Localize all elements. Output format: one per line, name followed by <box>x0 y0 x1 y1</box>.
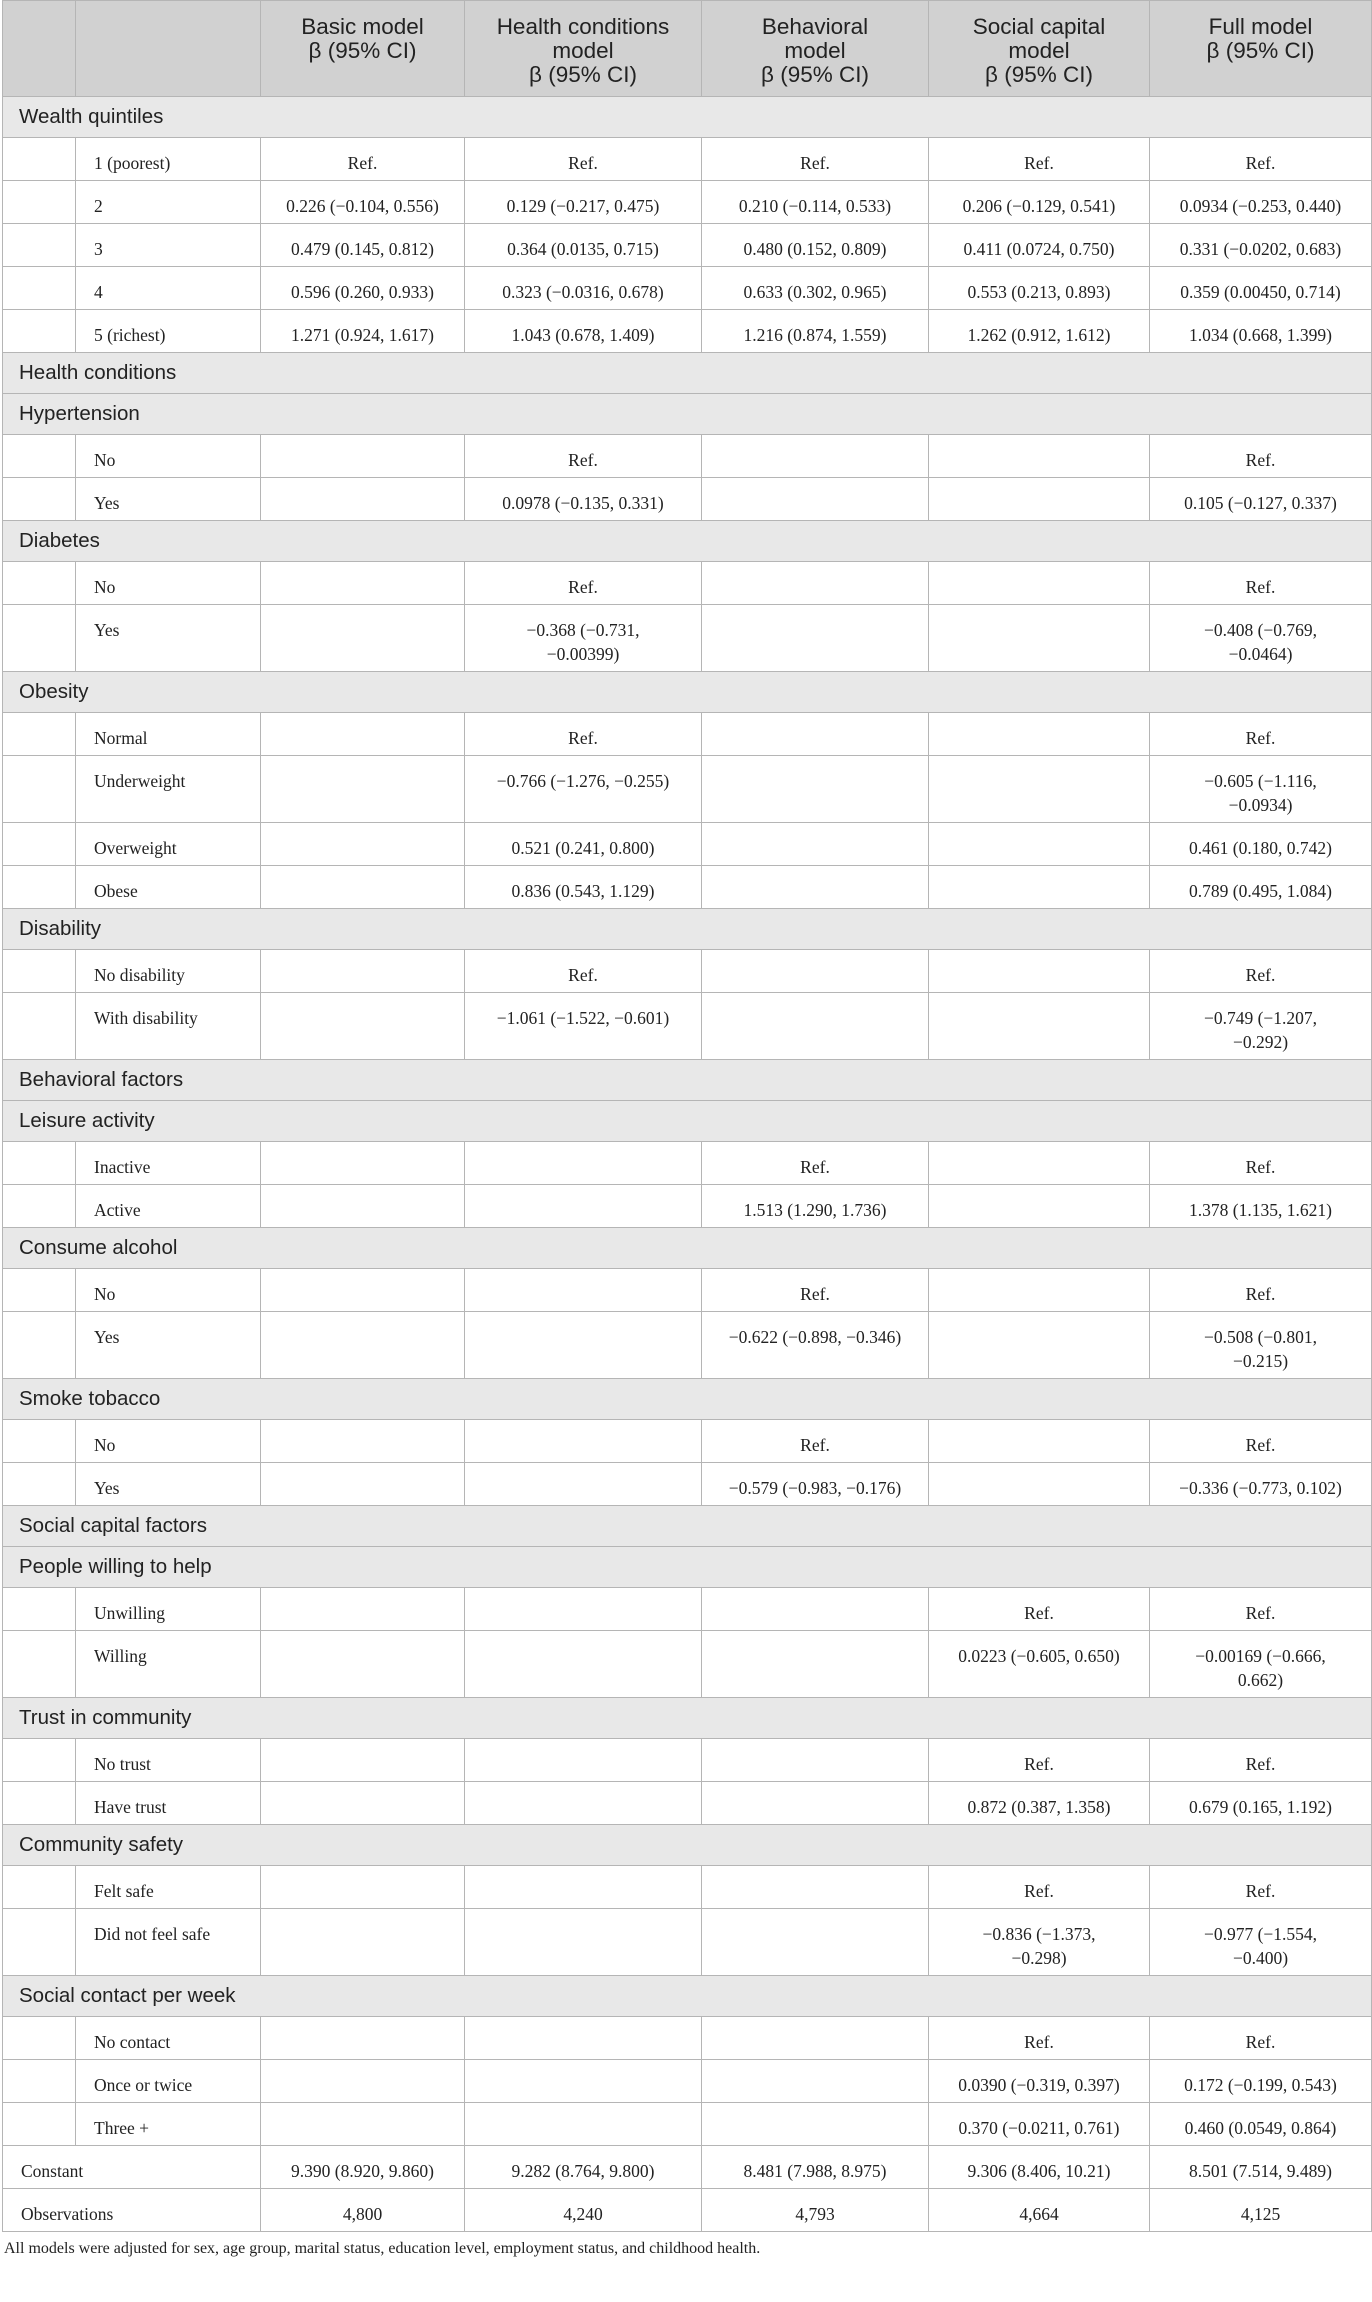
estimate-cell: 0.206 (−0.129, 0.541) <box>929 181 1150 224</box>
header-full-model: Full model β (95% CI) <box>1150 1 1372 97</box>
estimate-cell <box>465 1631 702 1698</box>
table-row <box>3 1420 1372 1463</box>
table-row <box>3 756 1372 823</box>
row-label: Unwilling <box>76 1588 261 1631</box>
estimate-cell: 0.359 (0.00450, 0.714) <box>1150 267 1372 310</box>
row-label: Active <box>76 1185 261 1228</box>
section-heading: Consume alcohol <box>3 1228 1372 1269</box>
table-row <box>3 950 1372 993</box>
estimate-cell: Ref. <box>929 2017 1150 2060</box>
estimate-cell <box>261 1185 465 1228</box>
estimate-cell <box>261 756 465 823</box>
table-row <box>3 1631 1372 1698</box>
table-row <box>3 138 1372 181</box>
table-row <box>3 478 1372 521</box>
estimate-cell: −0.408 (−0.769, −0.0464) <box>1150 605 1372 672</box>
estimate-cell <box>702 2103 929 2146</box>
estimate-cell: Ref. <box>929 1866 1150 1909</box>
indent-cell <box>3 1588 76 1631</box>
table-row <box>3 2146 1372 2189</box>
estimate-cell: Ref. <box>1150 435 1372 478</box>
estimate-cell <box>929 823 1150 866</box>
estimate-cell: Ref. <box>1150 1269 1372 1312</box>
section-row <box>3 1547 1372 1588</box>
row-label: 1 (poorest) <box>76 138 261 181</box>
estimate-cell <box>929 1142 1150 1185</box>
estimate-cell: Ref. <box>1150 138 1372 181</box>
row-label: Obese <box>76 866 261 909</box>
estimate-cell <box>702 866 929 909</box>
table-row <box>3 267 1372 310</box>
indent-cell <box>3 950 76 993</box>
estimate-cell <box>465 2060 702 2103</box>
estimate-cell: Ref. <box>1150 1739 1372 1782</box>
estimate-cell: 0.480 (0.152, 0.809) <box>702 224 929 267</box>
estimate-cell <box>465 1588 702 1631</box>
estimate-cell: 0.789 (0.495, 1.084) <box>1150 866 1372 909</box>
estimate-cell: 8.481 (7.988, 8.975) <box>702 2146 929 2189</box>
estimate-cell <box>702 993 929 1060</box>
row-label: Have trust <box>76 1782 261 1825</box>
table-row <box>3 1142 1372 1185</box>
estimate-cell: Ref. <box>261 138 465 181</box>
estimate-cell: 0.331 (−0.0202, 0.683) <box>1150 224 1372 267</box>
estimate-cell <box>929 435 1150 478</box>
estimate-cell <box>465 1142 702 1185</box>
estimate-cell <box>929 1463 1150 1506</box>
estimate-cell <box>261 1631 465 1698</box>
table-row <box>3 713 1372 756</box>
estimate-cell: 1.271 (0.924, 1.617) <box>261 310 465 353</box>
estimate-cell <box>929 1269 1150 1312</box>
row-label: No <box>76 1269 261 1312</box>
estimate-cell <box>261 562 465 605</box>
estimate-cell <box>929 562 1150 605</box>
estimate-cell <box>261 2103 465 2146</box>
estimate-cell: −0.766 (−1.276, −0.255) <box>465 756 702 823</box>
table-row <box>3 1782 1372 1825</box>
row-label: No <box>76 562 261 605</box>
header-blank <box>3 1 76 97</box>
indent-cell <box>3 435 76 478</box>
table-row <box>3 1269 1372 1312</box>
estimate-cell: 8.501 (7.514, 9.489) <box>1150 2146 1372 2189</box>
estimate-cell: Ref. <box>702 1269 929 1312</box>
row-label: 3 <box>76 224 261 267</box>
indent-cell <box>3 1739 76 1782</box>
estimate-cell: 0.836 (0.543, 1.129) <box>465 866 702 909</box>
section-row <box>3 1825 1372 1866</box>
estimate-cell: 0.0978 (−0.135, 0.331) <box>465 478 702 521</box>
estimate-cell: Ref. <box>1150 1866 1372 1909</box>
estimate-cell: 0.460 (0.0549, 0.864) <box>1150 2103 1372 2146</box>
estimate-cell: 9.282 (8.764, 9.800) <box>465 2146 702 2189</box>
estimate-cell: 0.129 (−0.217, 0.475) <box>465 181 702 224</box>
row-label: Observations <box>3 2189 261 2232</box>
estimate-cell: −0.00169 (−0.666, 0.662) <box>1150 1631 1372 1698</box>
row-label: Normal <box>76 713 261 756</box>
table-row <box>3 435 1372 478</box>
row-label: Three + <box>76 2103 261 2146</box>
estimate-cell: 1.216 (0.874, 1.559) <box>702 310 929 353</box>
estimate-cell <box>465 2103 702 2146</box>
section-heading: Diabetes <box>3 521 1372 562</box>
table-row <box>3 1312 1372 1379</box>
estimate-cell <box>261 2017 465 2060</box>
estimate-cell: 0.411 (0.0724, 0.750) <box>929 224 1150 267</box>
estimate-cell: Ref. <box>1150 713 1372 756</box>
estimate-cell <box>261 1269 465 1312</box>
indent-cell <box>3 713 76 756</box>
estimate-cell <box>929 993 1150 1060</box>
section-row <box>3 1976 1372 2017</box>
estimate-cell <box>929 713 1150 756</box>
row-label: Inactive <box>76 1142 261 1185</box>
estimate-cell: 4,664 <box>929 2189 1150 2232</box>
estimate-cell: Ref. <box>702 138 929 181</box>
estimate-cell <box>702 756 929 823</box>
estimate-cell: Ref. <box>1150 2017 1372 2060</box>
table-row <box>3 1588 1372 1631</box>
estimate-cell <box>702 435 929 478</box>
estimate-cell: 0.370 (−0.0211, 0.761) <box>929 2103 1150 2146</box>
table-row <box>3 2103 1372 2146</box>
estimate-cell <box>929 866 1150 909</box>
estimate-cell: 9.306 (8.406, 10.21) <box>929 2146 1150 2189</box>
estimate-cell <box>929 478 1150 521</box>
indent-cell <box>3 224 76 267</box>
table-row <box>3 1185 1372 1228</box>
section-row <box>3 1506 1372 1547</box>
indent-cell <box>3 1420 76 1463</box>
section-row <box>3 97 1372 138</box>
table-row <box>3 562 1372 605</box>
row-label: Overweight <box>76 823 261 866</box>
section-heading: Smoke tobacco <box>3 1379 1372 1420</box>
estimate-cell <box>702 1782 929 1825</box>
estimate-cell <box>929 1420 1150 1463</box>
estimate-cell: 0.521 (0.241, 0.800) <box>465 823 702 866</box>
estimate-cell <box>702 950 929 993</box>
section-heading: Community safety <box>3 1825 1372 1866</box>
indent-cell <box>3 866 76 909</box>
estimate-cell <box>261 1588 465 1631</box>
section-row <box>3 1228 1372 1269</box>
estimate-cell: 0.323 (−0.0316, 0.678) <box>465 267 702 310</box>
table-row <box>3 2017 1372 2060</box>
table-row <box>3 2060 1372 2103</box>
estimate-cell <box>261 605 465 672</box>
estimate-cell <box>465 1739 702 1782</box>
indent-cell <box>3 605 76 672</box>
estimate-cell: 0.364 (0.0135, 0.715) <box>465 224 702 267</box>
estimate-cell: 0.172 (−0.199, 0.543) <box>1150 2060 1372 2103</box>
estimate-cell <box>465 1312 702 1379</box>
table-row <box>3 993 1372 1060</box>
indent-cell <box>3 1631 76 1698</box>
estimate-cell: −0.749 (−1.207, −0.292) <box>1150 993 1372 1060</box>
row-label: No trust <box>76 1739 261 1782</box>
row-label: Yes <box>76 1312 261 1379</box>
indent-cell <box>3 1782 76 1825</box>
row-label: No <box>76 1420 261 1463</box>
section-heading: Hypertension <box>3 394 1372 435</box>
estimate-cell <box>465 2017 702 2060</box>
estimate-cell <box>929 605 1150 672</box>
row-label: Yes <box>76 478 261 521</box>
estimate-cell: Ref. <box>465 138 702 181</box>
row-label: Yes <box>76 605 261 672</box>
section-heading: Trust in community <box>3 1698 1372 1739</box>
estimate-cell <box>261 1739 465 1782</box>
estimate-cell <box>261 1909 465 1976</box>
header-behavioral-model: Behavioral model β (95% CI) <box>702 1 929 97</box>
table-row <box>3 823 1372 866</box>
estimate-cell: Ref. <box>1150 1142 1372 1185</box>
estimate-cell: 0.479 (0.145, 0.812) <box>261 224 465 267</box>
row-label: Willing <box>76 1631 261 1698</box>
estimate-cell: −0.836 (−1.373, −0.298) <box>929 1909 1150 1976</box>
estimate-cell <box>702 2060 929 2103</box>
estimate-cell: 0.872 (0.387, 1.358) <box>929 1782 1150 1825</box>
estimate-cell: Ref. <box>465 562 702 605</box>
estimate-cell: Ref. <box>929 1739 1150 1782</box>
indent-cell <box>3 756 76 823</box>
estimate-cell <box>929 1312 1150 1379</box>
estimate-cell <box>702 1588 929 1631</box>
estimate-cell: 0.105 (−0.127, 0.337) <box>1150 478 1372 521</box>
estimate-cell: 4,800 <box>261 2189 465 2232</box>
section-row <box>3 1101 1372 1142</box>
section-heading: Health conditions <box>3 353 1372 394</box>
indent-cell <box>3 562 76 605</box>
estimate-cell <box>702 823 929 866</box>
estimate-cell: Ref. <box>929 138 1150 181</box>
table-row <box>3 605 1372 672</box>
section-row <box>3 909 1372 950</box>
estimate-cell <box>261 1420 465 1463</box>
estimate-cell: 1.034 (0.668, 1.399) <box>1150 310 1372 353</box>
row-label: Felt safe <box>76 1866 261 1909</box>
estimate-cell: −0.605 (−1.116, −0.0934) <box>1150 756 1372 823</box>
indent-cell <box>3 2060 76 2103</box>
table-row <box>3 1739 1372 1782</box>
estimate-cell <box>261 1142 465 1185</box>
section-row <box>3 672 1372 713</box>
estimate-cell: −0.579 (−0.983, −0.176) <box>702 1463 929 1506</box>
indent-cell <box>3 1269 76 1312</box>
estimate-cell <box>702 2017 929 2060</box>
section-heading: Behavioral factors <box>3 1060 1372 1101</box>
section-heading: Leisure activity <box>3 1101 1372 1142</box>
estimate-cell: Ref. <box>1150 1588 1372 1631</box>
estimate-cell: Ref. <box>929 1588 1150 1631</box>
section-row <box>3 1698 1372 1739</box>
table-row <box>3 1463 1372 1506</box>
indent-cell <box>3 2017 76 2060</box>
estimate-cell: Ref. <box>465 435 702 478</box>
estimate-cell: Ref. <box>1150 562 1372 605</box>
estimate-cell <box>465 1866 702 1909</box>
estimate-cell: 0.633 (0.302, 0.965) <box>702 267 929 310</box>
indent-cell <box>3 993 76 1060</box>
section-heading: Social contact per week <box>3 1976 1372 2017</box>
estimate-cell <box>261 1866 465 1909</box>
estimate-cell <box>261 1463 465 1506</box>
estimate-cell: 1.513 (1.290, 1.736) <box>702 1185 929 1228</box>
estimate-cell: 1.043 (0.678, 1.409) <box>465 310 702 353</box>
indent-cell <box>3 310 76 353</box>
estimate-cell: 0.226 (−0.104, 0.556) <box>261 181 465 224</box>
estimate-cell: 4,125 <box>1150 2189 1372 2232</box>
estimate-cell: 1.262 (0.912, 1.612) <box>929 310 1150 353</box>
estimate-cell: Ref. <box>1150 1420 1372 1463</box>
table-row <box>3 866 1372 909</box>
indent-cell <box>3 823 76 866</box>
estimate-cell <box>702 1739 929 1782</box>
table-footnote: All models were adjusted for sex, age group, marital status, education level, employment status, and childhood health. <box>4 2240 761 2257</box>
estimate-cell: 0.596 (0.260, 0.933) <box>261 267 465 310</box>
estimate-cell <box>261 866 465 909</box>
indent-cell <box>3 1909 76 1976</box>
indent-cell <box>3 181 76 224</box>
indent-cell <box>3 2103 76 2146</box>
table-row <box>3 2189 1372 2232</box>
estimate-cell <box>702 713 929 756</box>
indent-cell <box>3 1866 76 1909</box>
section-row <box>3 353 1372 394</box>
estimate-cell: 0.461 (0.180, 0.742) <box>1150 823 1372 866</box>
row-label: No contact <box>76 2017 261 2060</box>
section-row <box>3 394 1372 435</box>
indent-cell <box>3 1185 76 1228</box>
estimate-cell: −1.061 (−1.522, −0.601) <box>465 993 702 1060</box>
row-label: 5 (richest) <box>76 310 261 353</box>
regression-table <box>2 0 1372 2232</box>
header-basic-model: Basic model β (95% CI) <box>261 1 465 97</box>
estimate-cell: −0.508 (−0.801, −0.215) <box>1150 1312 1372 1379</box>
table-header-row <box>3 1 1372 97</box>
estimate-cell <box>465 1782 702 1825</box>
header-social-model: Social capital model β (95% CI) <box>929 1 1150 97</box>
row-label: Yes <box>76 1463 261 1506</box>
estimate-cell <box>702 1631 929 1698</box>
row-label: Did not feel safe <box>76 1909 261 1976</box>
estimate-cell: 4,240 <box>465 2189 702 2232</box>
indent-cell <box>3 1463 76 1506</box>
estimate-cell: −0.977 (−1.554, −0.400) <box>1150 1909 1372 1976</box>
section-heading: Disability <box>3 909 1372 950</box>
estimate-cell <box>465 1463 702 1506</box>
section-heading: Social capital factors <box>3 1506 1372 1547</box>
estimate-cell: 0.679 (0.165, 1.192) <box>1150 1782 1372 1825</box>
estimate-cell: 1.378 (1.135, 1.621) <box>1150 1185 1372 1228</box>
estimate-cell <box>929 950 1150 993</box>
estimate-cell <box>261 1782 465 1825</box>
estimate-cell: Ref. <box>465 713 702 756</box>
estimate-cell <box>465 1420 702 1463</box>
section-row <box>3 521 1372 562</box>
estimate-cell: Ref. <box>465 950 702 993</box>
estimate-cell <box>261 2060 465 2103</box>
estimate-cell <box>702 1909 929 1976</box>
estimate-cell <box>929 756 1150 823</box>
estimate-cell <box>702 1866 929 1909</box>
indent-cell <box>3 478 76 521</box>
estimate-cell <box>702 605 929 672</box>
section-heading: Obesity <box>3 672 1372 713</box>
estimate-cell: Ref. <box>702 1142 929 1185</box>
section-row <box>3 1060 1372 1101</box>
section-row <box>3 1379 1372 1420</box>
estimate-cell <box>929 1185 1150 1228</box>
row-label: 4 <box>76 267 261 310</box>
section-heading: People willing to help <box>3 1547 1372 1588</box>
table-row <box>3 1866 1372 1909</box>
estimate-cell <box>261 1312 465 1379</box>
table-row <box>3 310 1372 353</box>
section-heading: Wealth quintiles <box>3 97 1372 138</box>
header-health-model: Health conditions model β (95% CI) <box>465 1 702 97</box>
row-label: No <box>76 435 261 478</box>
estimate-cell <box>465 1269 702 1312</box>
estimate-cell <box>702 562 929 605</box>
estimate-cell: 0.0390 (−0.319, 0.397) <box>929 2060 1150 2103</box>
estimate-cell <box>261 435 465 478</box>
indent-cell <box>3 1142 76 1185</box>
estimate-cell: −0.622 (−0.898, −0.346) <box>702 1312 929 1379</box>
row-label: Once or twice <box>76 2060 261 2103</box>
estimate-cell: 0.553 (0.213, 0.893) <box>929 267 1150 310</box>
estimate-cell <box>261 823 465 866</box>
row-label: With disability <box>76 993 261 1060</box>
estimate-cell: Ref. <box>1150 950 1372 993</box>
indent-cell <box>3 138 76 181</box>
table-row <box>3 224 1372 267</box>
row-label: No disability <box>76 950 261 993</box>
row-label: Constant <box>3 2146 261 2189</box>
table-row <box>3 1909 1372 1976</box>
estimate-cell <box>261 993 465 1060</box>
estimate-cell: 9.390 (8.920, 9.860) <box>261 2146 465 2189</box>
estimate-cell: 0.0223 (−0.605, 0.650) <box>929 1631 1150 1698</box>
table-row <box>3 181 1372 224</box>
row-label: Underweight <box>76 756 261 823</box>
estimate-cell: Ref. <box>702 1420 929 1463</box>
estimate-cell: −0.336 (−0.773, 0.102) <box>1150 1463 1372 1506</box>
estimate-cell: −0.368 (−0.731, −0.00399) <box>465 605 702 672</box>
estimate-cell <box>261 950 465 993</box>
estimate-cell: 0.210 (−0.114, 0.533) <box>702 181 929 224</box>
row-label: 2 <box>76 181 261 224</box>
estimate-cell <box>465 1185 702 1228</box>
indent-cell <box>3 267 76 310</box>
estimate-cell: 0.0934 (−0.253, 0.440) <box>1150 181 1372 224</box>
indent-cell <box>3 1312 76 1379</box>
estimate-cell <box>465 1909 702 1976</box>
estimate-cell: 4,793 <box>702 2189 929 2232</box>
header-blank-2 <box>76 1 261 97</box>
estimate-cell <box>261 478 465 521</box>
estimate-cell <box>261 713 465 756</box>
estimate-cell <box>702 478 929 521</box>
